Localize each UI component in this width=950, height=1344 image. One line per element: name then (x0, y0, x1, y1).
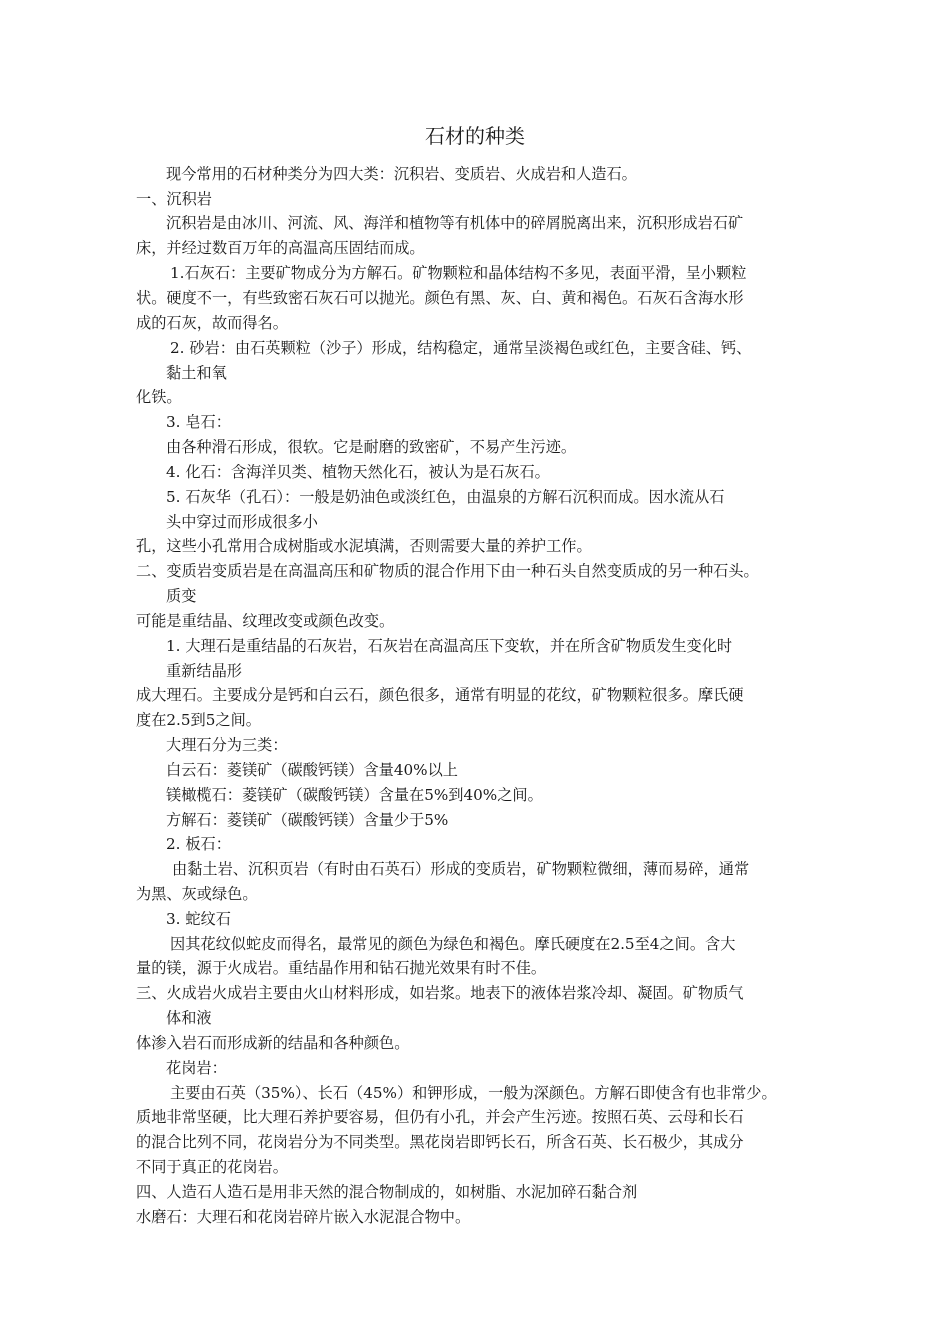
paragraph-line: 由黏土岩、沉积页岩（有时由石英石）形成的变质岩，矿物颗粒微细，薄而易碎，通常 (172, 860, 750, 878)
section-heading: 二、变质岩变质岩是在高温高压和矿物质的混合作用下由一种石头自然变质成的另一种石头。 (136, 562, 759, 580)
paragraph-line: 白云石：菱镁矿（碳酸钙镁）含量40%以上 (166, 761, 458, 779)
paragraph-line: 现今常用的石材种类分为四大类：沉积岩、变质岩、火成岩和人造石。 (166, 165, 637, 183)
paragraph-line: 由各种滑石形成，很软。它是耐磨的致密矿，不易产生污迹。 (166, 438, 577, 456)
paragraph-line: 体和液 (166, 1009, 212, 1027)
paragraph-line: 床，并经过数百万年的高温高压固结而成。 (136, 239, 425, 257)
paragraph-line: 的混合比列不同，花岗岩分为不同类型。黑花岗岩即钙长石，所含石英、长石极少，其成分 (136, 1133, 744, 1151)
paragraph-line: 大理石分为三类： (166, 736, 288, 754)
paragraph-line: 孔，这些小孔常用合成树脂或水泥填满，否则需要大量的养护工作。 (136, 537, 592, 555)
section-heading: 三、火成岩火成岩主要由火山材料形成，如岩浆。地表下的液体岩浆冷却、凝固。矿物质气 (136, 984, 744, 1002)
paragraph-line: 成的石灰，故而得名。 (136, 314, 288, 332)
paragraph-line: 为黑、灰或绿色。 (136, 885, 258, 903)
paragraph-line: 量的镁，源于火成岩。重结晶作用和钻石抛光效果有时不佳。 (136, 959, 547, 977)
paragraph-line: 2. 砂岩：由石英颗粒（沙子）形成，结构稳定，通常呈淡褐色或红色，主要含硅、钙、 (170, 339, 752, 357)
paragraph-line: 花岗岩： (166, 1059, 227, 1077)
document-title: 石材的种类 (425, 124, 525, 148)
paragraph-line: 可能是重结晶、纹理改变或颜色改变。 (136, 612, 395, 630)
paragraph-line: 质变 (166, 587, 197, 605)
paragraph-line: 重新结晶形 (166, 662, 242, 680)
paragraph-line: 头中穿过而形成很多小 (166, 513, 318, 531)
paragraph-line: 1. 大理石是重结晶的石灰岩，石灰岩在高温高压下变软，并在所含矿物质发生变化时 (166, 637, 733, 655)
paragraph-line: 质地非常坚硬，比大理石养护要容易，但仍有小孔，并会产生污迹。按照石英、云母和长石 (136, 1108, 744, 1126)
paragraph-line: 方解石：菱镁矿（碳酸钙镁）含量少于5% (166, 811, 449, 829)
paragraph-line: 4. 化石：含海洋贝类、植物天然化石，被认为是石灰石。 (166, 463, 550, 481)
paragraph-line: 不同于真正的花岗岩。 (136, 1158, 288, 1176)
paragraph-line: 成大理石。主要成分是钙和白云石，颜色很多，通常有明显的花纹，矿物颗粒很多。摩氏硬 (136, 686, 744, 704)
paragraph-line: 状。硬度不一，有些致密石灰石可以抛光。颜色有黑、灰、白、黄和褐色。石灰石含海水形 (136, 289, 744, 307)
paragraph-line: 镁橄榄石：菱镁矿（碳酸钙镁）含量在5%到40%之间。 (166, 786, 543, 804)
paragraph-line: 3. 皂石： (166, 413, 231, 431)
paragraph-line: 1.石灰石：主要矿物成分为方解石。矿物颗粒和晶体结构不多见，表面平滑，呈小颗粒 (170, 264, 747, 282)
paragraph-line: 度在2.5到5之间。 (136, 711, 261, 729)
paragraph-line: 2. 板石： (166, 835, 231, 853)
paragraph-line: 水磨石：大理石和花岗岩碎片嵌入水泥混合物中。 (136, 1208, 471, 1226)
paragraph-line: 3. 蛇纹石 (166, 910, 231, 928)
paragraph-line: 主要由石英（35%）、长石（45%）和钾形成，一般为深颜色。方解石即使含有也非常少。 (170, 1084, 777, 1102)
paragraph-line: 5. 石灰华（孔石）：一般是奶油色或淡红色，由温泉的方解石沉积而成。因水流从石 (166, 488, 725, 506)
paragraph-line: 沉积岩是由冰川、河流、风、海洋和植物等有机体中的碎屑脱离出来，沉积形成岩石矿 (166, 214, 744, 232)
paragraph-line: 体渗入岩石而形成新的结晶和各种颜色。 (136, 1034, 410, 1052)
section-heading: 一、沉积岩 (136, 190, 212, 208)
section-heading: 四、人造石人造石是用非天然的混合物制成的，如树脂、水泥加碎石黏合剂 (136, 1183, 638, 1201)
paragraph-line: 因其花纹似蛇皮而得名，最常见的颜色为绿色和褐色。摩氏硬度在2.5至4之间。含大 (170, 935, 736, 953)
paragraph-line: 化铁。 (136, 388, 182, 406)
paragraph-line: 黏土和氧 (166, 364, 227, 382)
